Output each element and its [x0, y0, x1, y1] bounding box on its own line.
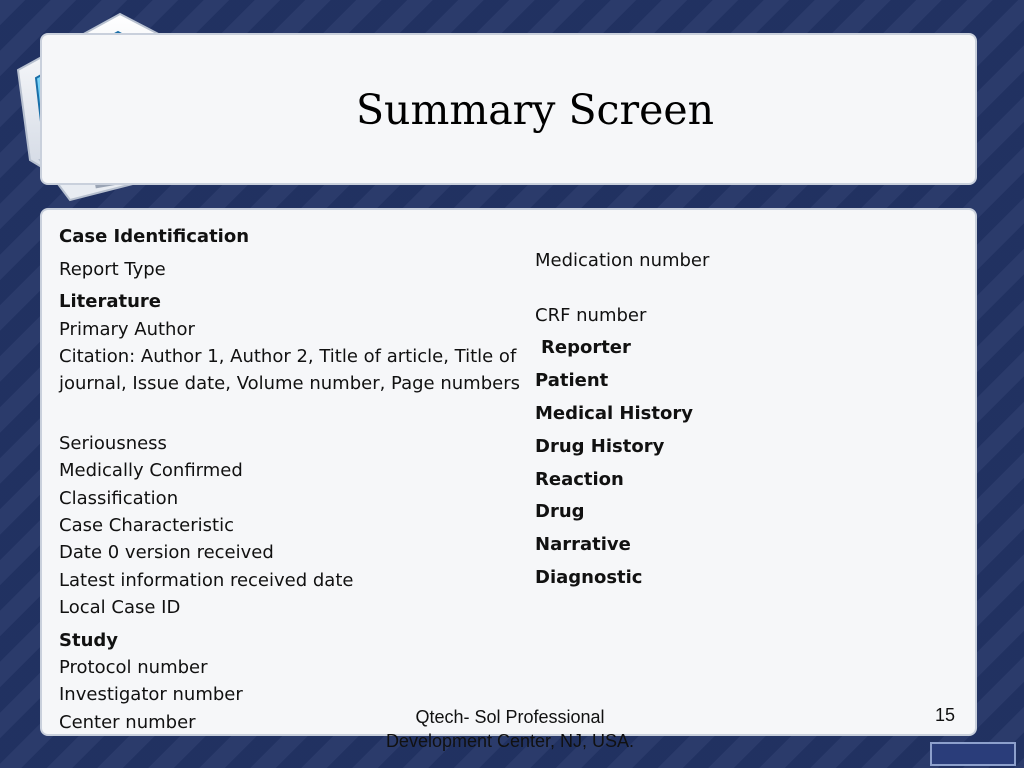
- medication-number-text: Medication number: [535, 250, 710, 271]
- study-heading: Study: [59, 630, 119, 651]
- seriousness-text: Seriousness: [59, 433, 167, 454]
- reporter-heading: Reporter: [541, 337, 631, 358]
- narrative-heading: Narrative: [535, 534, 631, 555]
- literature-heading: Literature: [59, 291, 161, 312]
- date-0-version-text: Date 0 version received: [59, 542, 274, 563]
- investigator-number-text: Investigator number: [59, 684, 243, 705]
- page-number: 15: [935, 705, 956, 725]
- local-case-id-text: Local Case ID: [59, 597, 181, 618]
- case-identification-heading: Case Identification: [59, 226, 250, 247]
- footer-line-2: Development Center, NJ, USA.: [385, 731, 635, 751]
- reaction-heading: Reaction: [535, 469, 624, 490]
- primary-author-text: Primary Author: [59, 319, 195, 340]
- patient-heading: Patient: [535, 370, 609, 391]
- citation-line-1: Citation: Author 1, Author 2, Title of article, Title of: [59, 346, 517, 367]
- medical-history-heading: Medical History: [535, 403, 693, 424]
- protocol-number-text: Protocol number: [59, 657, 208, 678]
- slide-title: Summary Screen: [355, 86, 715, 134]
- center-number-text: Center number: [59, 712, 196, 733]
- drug-history-heading: Drug History: [535, 436, 665, 457]
- case-characteristic-text: Case Characteristic: [59, 515, 234, 536]
- diagnostic-heading: Diagnostic: [535, 567, 643, 588]
- drug-heading: Drug: [535, 501, 585, 522]
- citation-line-2: journal, Issue date, Volume number, Page numbers: [59, 373, 520, 394]
- crf-number-text: CRF number: [535, 305, 647, 326]
- medically-confirmed-text: Medically Confirmed: [59, 460, 243, 481]
- report-type-text: Report Type: [59, 259, 166, 280]
- classification-text: Classification: [59, 488, 179, 509]
- footer-text: [360, 705, 660, 753]
- corner-decoration: [930, 742, 1016, 766]
- latest-information-text: Latest information received date: [59, 570, 354, 591]
- footer-line-1: Qtech- Sol Professional: [415, 707, 605, 727]
